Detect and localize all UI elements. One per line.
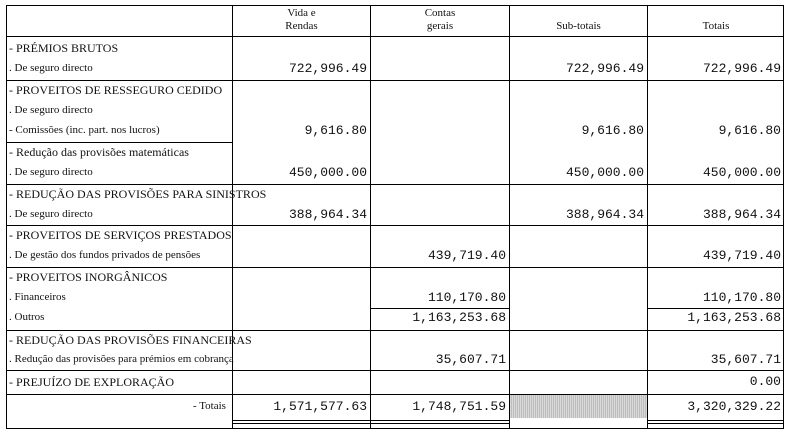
header-subtotais-label: Sub-totais <box>556 20 601 32</box>
income-table <box>6 5 784 429</box>
totals-cell-total: 3,320,329.22 <box>687 399 781 414</box>
header-contas-gerais <box>371 7 509 37</box>
cell-contas: 1,163,253.68 <box>412 310 506 325</box>
row-divider <box>7 225 784 226</box>
row-divider <box>232 420 509 421</box>
subtotal-shaded-cell <box>510 395 647 418</box>
row-label: . De seguro directo <box>9 104 93 116</box>
row-divider <box>7 370 784 371</box>
header-vida-rendas <box>233 7 370 37</box>
row-divider <box>7 330 784 331</box>
row-label: - PROVEITOS DE RESSEGURO CEDIDO <box>9 83 223 97</box>
cell-sub: 722,996.49 <box>565 61 644 76</box>
cell-vida: 388,964.34 <box>288 207 367 222</box>
row-label: - PROVEITOS INORGÂNICOS <box>9 270 168 284</box>
row-label: - PRÉMIOS BRUTOS <box>9 41 119 55</box>
row-label: . De seguro directo <box>9 166 93 178</box>
row-label: - Redução das provisões matemáticas <box>9 145 189 159</box>
cell-total: 1,163,253.68 <box>687 310 781 325</box>
totals-label: - Totais <box>193 400 226 412</box>
row-label: . De gestão dos fundos privados de pensões <box>9 249 201 261</box>
header-subtotais <box>510 20 647 50</box>
row-divider <box>7 80 784 81</box>
cell-sub: 388,964.34 <box>565 207 644 222</box>
cell-vida: 450,000.00 <box>288 165 367 180</box>
cell-total: 439,719.40 <box>702 248 781 263</box>
cell-vida: 9,616.80 <box>304 123 367 138</box>
row-label: . Financeiros <box>9 291 66 303</box>
row-divider <box>647 308 784 309</box>
cell-total: 0.00 <box>749 374 781 389</box>
row-label: . De seguro directo <box>9 208 93 220</box>
cell-contas: 35,607.71 <box>435 352 506 367</box>
cell-sub: 9,616.80 <box>581 123 644 138</box>
header-contas-line2: gerais <box>426 20 454 32</box>
cell-vida: 722,996.49 <box>288 61 367 76</box>
header-vida-line1: Vida e <box>287 7 316 19</box>
row-divider <box>647 420 784 421</box>
column-divider <box>370 6 371 428</box>
row-label: . De seguro directo <box>9 62 93 74</box>
row-divider <box>232 423 509 424</box>
totals-cell-contas: 1,748,751.59 <box>412 399 506 414</box>
row-label: - PREJUÍZO DE EXPLORAÇÃO <box>9 375 174 389</box>
cell-contas: 110,170.80 <box>427 290 506 305</box>
row-label: - REDUÇÃO DAS PROVISÕES PARA SINISTROS <box>9 187 267 201</box>
totals-cell-vida: 1,571,577.63 <box>273 399 367 414</box>
row-divider <box>7 142 232 143</box>
cell-total: 450,000.00 <box>702 165 781 180</box>
row-divider <box>7 184 784 185</box>
header-totais-label: Totais <box>702 20 730 32</box>
cell-sub: 450,000.00 <box>565 165 644 180</box>
cell-total: 110,170.80 <box>702 290 781 305</box>
row-label: - REDUÇÃO DAS PROVISÕES FINANCEIRAS <box>9 333 252 347</box>
row-divider <box>370 308 509 309</box>
row-divider <box>647 423 784 424</box>
row-label: . Outros <box>9 311 45 323</box>
header-contas-line1: Contas <box>424 7 456 19</box>
header-totais <box>648 20 784 50</box>
cell-contas: 439,719.40 <box>427 248 506 263</box>
cell-total: 722,996.49 <box>702 61 781 76</box>
header-vida-line2: Rendas <box>285 20 318 32</box>
row-label: - PROVEITOS DE SERVIÇOS PRESTADOS <box>9 228 232 242</box>
cell-total: 9,616.80 <box>718 123 781 138</box>
cell-total: 388,964.34 <box>702 207 781 222</box>
row-divider <box>7 267 784 268</box>
row-divider <box>7 394 784 395</box>
row-label: - Comissões (inc. part. nos lucros) <box>9 124 160 136</box>
cell-total: 35,607.71 <box>710 352 781 367</box>
row-divider <box>7 36 784 37</box>
row-label: . Redução das provisões para prémios em cobrança <box>9 353 234 365</box>
